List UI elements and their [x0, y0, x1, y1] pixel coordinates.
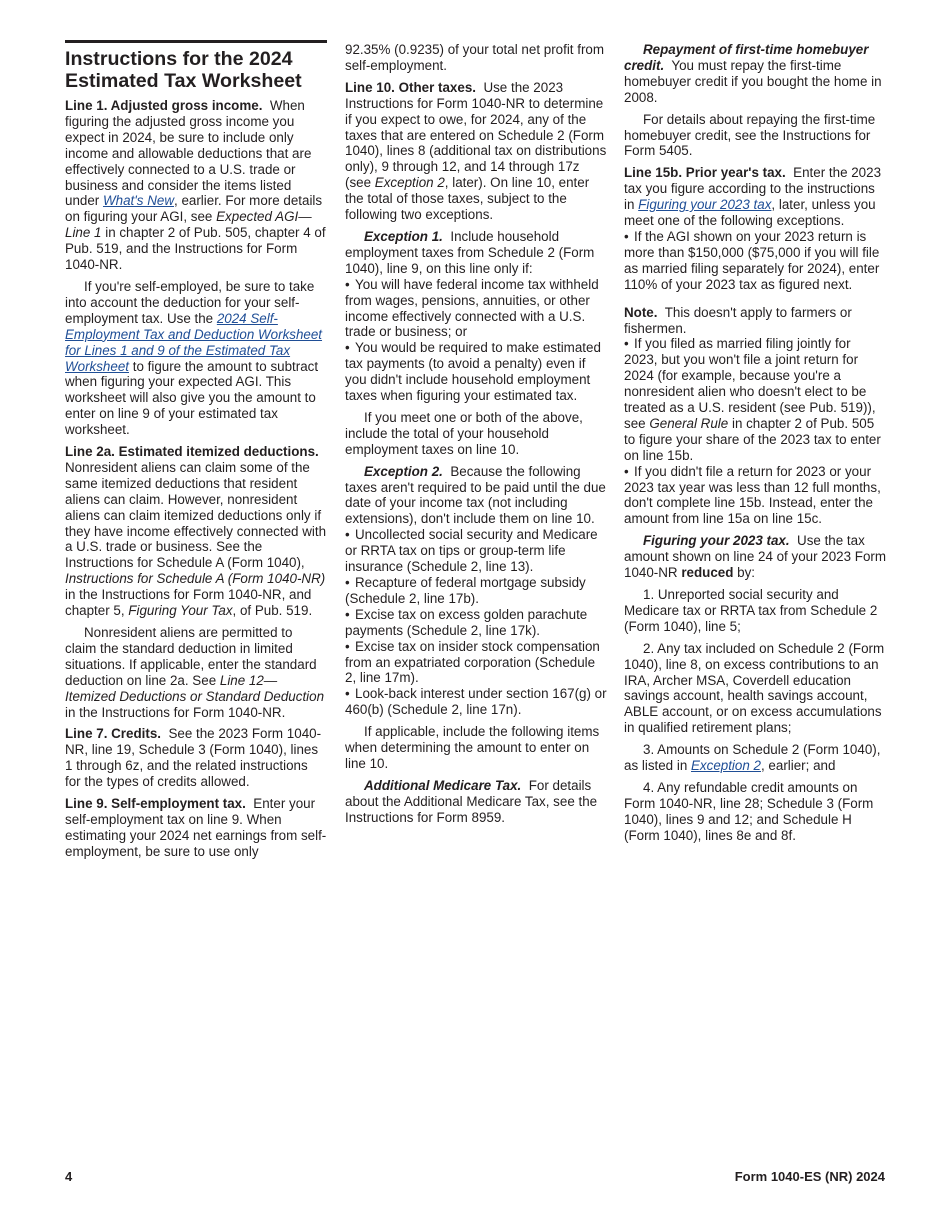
- line7-paragraph: Line 7. Credits. See the 2023 Form 1040-NR, line 19, Schedule 3 (Form 1040), lines 1 through 6z, and the related instructions for the types of credits allowed.: [65, 726, 322, 790]
- line15b-bullet: • If the AGI shown on your 2023 return is more than $150,000 ($75,000 if you will file as married filing separately for 2024), enter 110% of your 2023 tax as figured next.: [624, 229, 886, 293]
- note-bullet: • If you didn't file a return for 2023 or your 2023 tax year was less than 12 full months, don't complete line 15b. Instead, enter the amount from line 15a on line 15c.: [624, 464, 886, 528]
- figuring-tax-heading: Figuring your 2023 tax.: [643, 533, 790, 549]
- exception2-bullet: • Excise tax on insider stock compensation from an expatriated corporation (Schedule 2, line 17m).: [345, 639, 607, 687]
- exception2-bullet: • Recapture of federal mortgage subsidy (Schedule 2, line 17b).: [345, 575, 607, 607]
- line9-heading: Line 9. Self-employment tax.: [65, 796, 246, 812]
- note-paragraph: Note. This doesn't apply to farmers or fishermen.: [624, 304, 852, 336]
- exception2-paragraph: Exception 2. Because the following taxes aren't required to be paid until the due date of your income tax (not including extensions), don't include them on line 10.: [345, 463, 606, 527]
- exception2-bullet: • Uncollected social security and Medicare or RRTA tax on tips or group-term life insurance (Schedule 2, line 13).: [345, 527, 607, 575]
- additional-medicare-heading: Additional Medicare Tax.: [364, 777, 522, 793]
- exception1-bullet: • You would be required to make estimated tax payments (to avoid a penalty) even if you didn't include household employment taxes when figuring your estimated tax.: [345, 340, 607, 404]
- repayment-details: For details about repaying the first-time homebuyer credit, see the Instructions for Form 5405.: [624, 111, 876, 159]
- numbered-item: 2. Any tax included on Schedule 2 (Form 1040), line 8, on excess contributions to an IRA, Archer MSA, Coverdell education savings account, health savings account, ABLE account, or on excess accumulations in qualified retirement plans;: [624, 640, 885, 736]
- line7-heading: Line 7. Credits.: [65, 726, 161, 742]
- standard-deduction-paragraph: Nonresident aliens are permitted to claim the standard deduction in limited situations. If applicable, enter the standard deduction on line 2a. See Line 12—Itemized Deductions or Standard Deduction in the Instructions for Form 1040-NR.: [65, 625, 325, 720]
- repayment-heading: Repayment of first-time homebuyer credit.: [624, 42, 869, 73]
- exception2-bullet: • Look-back interest under section 167(g) or 460(b) (Schedule 2, line 17n).: [345, 686, 607, 718]
- form-name-footer: Form 1040-ES (NR) 2024: [734, 1169, 885, 1184]
- se-worksheet-link[interactable]: 2024 Self-Employment Tax and Deduction Worksheet for Lines 1 and 9 of the Estimated Tax Worksheet: [65, 310, 323, 374]
- exception2-heading: Exception 2.: [364, 463, 443, 479]
- repayment-paragraph: Repayment of first-time homebuyer credit. You must repay the first-time homebuyer credit if you bought the home in 2008.: [624, 42, 882, 105]
- figuring-tax-paragraph: Figuring your 2023 tax. Use the tax amount shown on line 24 of your 2023 Form 1040-NR reduced by:: [624, 533, 887, 581]
- line1-heading: Line 1. Adjusted gross income.: [65, 98, 263, 113]
- numbered-item: 3. Amounts on Schedule 2 (Form 1040), as listed in Exception 2, earlier; and: [624, 742, 881, 774]
- line15b-heading: Line 15b. Prior year's tax.: [624, 165, 786, 181]
- line2a-paragraph: Line 2a. Estimated itemized deductions. Nonresident aliens can claim some of the same itemized deductions that resident aliens can claim. However, nonresident aliens can claim itemized deductions only if they have income effectively connected with a U.S. trade or business. See the Instructions for Schedule A (Form 1040), Instructions for Schedule A (Form 1040-NR) in the Instructions for Form 1040-NR, and chapter 5, Figuring Your Tax, of Pub. 519.: [65, 444, 327, 619]
- page-number: 4: [65, 1169, 73, 1184]
- line9-continued: 92.35% (0.9235) of your total net profit from self-employment.: [345, 42, 605, 73]
- worksheet-instructions-title: Instructions for the 2024 Estimated Tax Worksheet: [65, 40, 327, 92]
- column-1: [65, 40, 327, 866]
- note-bullet: • If you filed as married filing jointly for 2023, but you won't file a joint return for 2024 (for example, because you're a nonresident alien who doesn't elect to be treated as a U.S. resident (see Pub. 519)), see General Rule in chapter 2 of Pub. 505 to figure your share of the 2023 tax to enter on line 15b.: [624, 336, 886, 463]
- additional-medicare-paragraph: Additional Medicare Tax. For details about the Additional Medicare Tax, see the Instructions for Form 8959.: [345, 777, 598, 825]
- whats-new-link[interactable]: What's New: [102, 193, 174, 209]
- figuring-2023-tax-link[interactable]: Figuring your 2023 tax: [638, 197, 772, 213]
- exception1-bullet: • You will have federal income tax withheld from wages, pensions, annuities, or other income effectively connected with a U.S. trade or business; or: [345, 277, 607, 341]
- exception1-heading: Exception 1.: [364, 228, 443, 244]
- line1-paragraph: Line 1. Adjusted gross income. When figuring the adjusted gross income you expect in 2024, be sure to include only income and allowable deductions that are effectively connected to a U.S. trade or business and consider the items listed under What's New, earlier. For more details on figuring your AGI, see Expected AGI—Line 1 in chapter 2 of Pub. 505, chapter 4 of Pub. 519, and the Instructions for Form 1040-NR.: [65, 98, 326, 273]
- line10-heading: Line 10. Other taxes.: [345, 79, 476, 95]
- exception2-bullet: • Excise tax on excess golden parachute payments (Schedule 2, line 17k).: [345, 607, 607, 639]
- line10-paragraph: Line 10. Other taxes. Use the 2023 Instructions for Form 1040-NR to determine if you expect to owe, for 2024, any of the taxes that are entered on Schedule 2 (Form 1040), lines 8 (additional tax on distributions only), 9 through 12, and 14 through 17z (see Exception 2, later). On line 10, enter the total of those taxes, subject to the following two exceptions.: [345, 79, 607, 223]
- column-2: [345, 42, 607, 832]
- numbered-item: 4. Any refundable credit amounts on Form 1040-NR, line 28; Schedule 3 (Form 1040), lines 9 and 12; and Schedule H (Form 1040), lines 8e and 8f.: [624, 779, 874, 843]
- line9-paragraph: Line 9. Self-employment tax. Enter your self-employment tax on line 9. When estimating your 2024 net earnings from self-employment, be sure to use only: [65, 796, 327, 859]
- column-3: [624, 42, 886, 850]
- exception-2-link[interactable]: Exception 2: [691, 758, 761, 774]
- line2a-heading: Line 2a. Estimated itemized deductions.: [65, 444, 319, 460]
- self-employed-paragraph: If you're self-employed, be sure to take into account the deduction for your self-employment tax. Use the 2024 Self-Employment Tax and Deduction Worksheet for Lines 1 and 9 of the Estimated Tax Worksheet to figure the amount to subtract when figuring your expected AGI. This worksheet will also give you the amount to enter on line 9 of your estimated tax worksheet.: [65, 278, 323, 438]
- exception1-after: If you meet one or both of the above, include the total of your household employment taxes on line 10.: [345, 409, 583, 457]
- exception1-paragraph: Exception 1. Include household employment taxes from Schedule 2 (Form 1040), line 9, on this line only if:: [345, 228, 595, 276]
- note-heading: Note.: [624, 304, 658, 320]
- line15b-paragraph: Line 15b. Prior year's tax. Enter the 2023 tax you figure according to the instructions in Figuring your 2023 tax, later, unless you meet one of the following exceptions.: [624, 165, 882, 229]
- numbered-item: 1. Unreported social security and Medicare tax or RRTA tax from Schedule 2 (Form 1040), line 5;: [624, 587, 878, 634]
- exception2-after: If applicable, include the following items when determining the amount to enter on line 10.: [345, 724, 600, 771]
